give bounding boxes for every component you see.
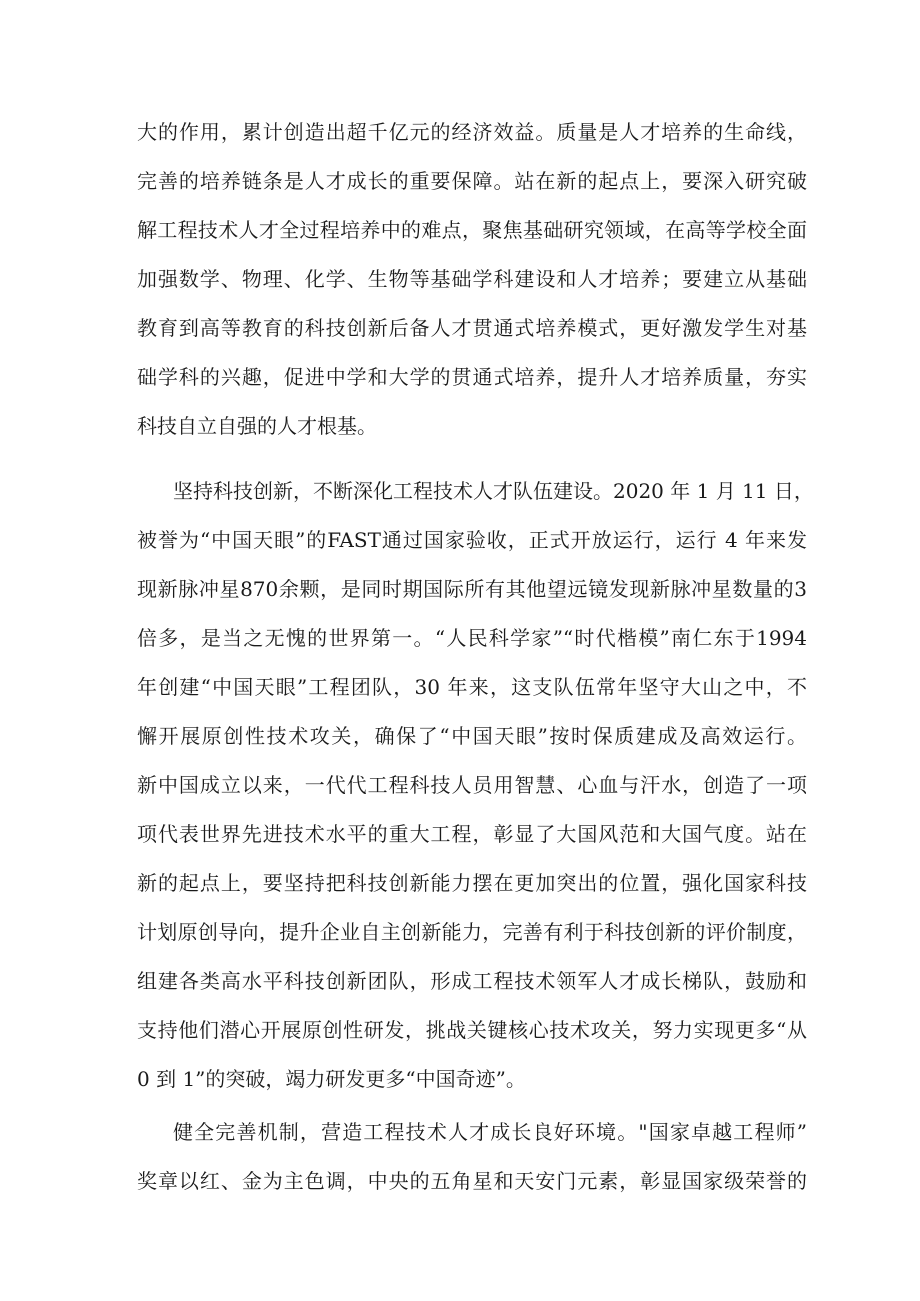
paragraph-1-line-7: 科技自立自强的人才根基。 <box>137 414 377 438</box>
paragraph-1-line-6: 础学科的兴趣，促进中学和大学的贯通式培养，提升人才培养质量，夯实 <box>137 365 807 389</box>
paragraph-2-line-12: 支持他们潜心开展原创性研发，挑战关键核心技术攻关，努力实现更多“从 <box>137 1018 807 1042</box>
paragraph-3-line-1: 健全完善机制，营造工程技术人才成长良好环境。"国家卓越工程师” <box>173 1120 807 1144</box>
paragraph-2-line-4: 倍多，是当之无愧的世界第一。“人民科学家”“时代楷模”南仁东于1994 <box>137 626 807 650</box>
paragraph-1-line-5: 教育到高等教育的科技创新后备人才贯通式培养模式，更好激发学生对基 <box>137 316 807 340</box>
paragraph-2-line-11: 组建各类高水平科技创新团队，形成工程技术领军人才成长梯队，鼓励和 <box>137 969 807 993</box>
paragraph-2-line-7: 新中国成立以来，一代代工程科技人员用智慧、心血与汗水，创造了一项 <box>137 773 807 797</box>
paragraph-1-line-1: 大的作用，累计创造出超千亿元的经济效益。质量是人才培养的生命线， <box>137 120 807 144</box>
paragraph-2-line-2: 被誉为“中国天眼”的FAST通过国家验收，正式开放运行，运行 4 年来发 <box>137 528 807 552</box>
paragraph-2-line-9: 新的起点上，要坚持把科技创新能力摆在更加突出的位置，强化国家科技 <box>137 871 807 895</box>
paragraph-2-line-13: 0 到 1”的突破，竭力研发更多“中国奇迹”。 <box>137 1067 526 1091</box>
paragraph-1-line-4: 加强数学、物理、化学、生物等基础学科建设和人才培养；要建立从基础 <box>137 267 807 291</box>
paragraph-2-line-5: 年创建“中国天眼”工程团队，30 年来，这支队伍常年坚守大山之中，不 <box>137 675 807 699</box>
paragraph-1-line-2: 完善的培养链条是人才成长的重要保障。站在新的起点上，要深入研究破 <box>137 169 807 193</box>
paragraph-2-line-8: 项代表世界先进技术水平的重大工程，彰显了大国风范和大国气度。站在 <box>137 822 807 846</box>
paragraph-2-line-10: 计划原创导向，提升企业自主创新能力，完善有利于科技创新的评价制度， <box>137 920 807 944</box>
paragraph-3-line-2: 奖章以红、金为主色调，中央的五角星和天安门元素，彰显国家级荣誉的 <box>137 1169 807 1193</box>
paragraph-1-line-3: 解工程技术人才全过程培养中的难点，聚焦基础研究领域，在高等学校全面 <box>137 218 807 242</box>
paragraph-2-line-6: 懈开展原创性技术攻关，确保了“中国天眼”按时保质建成及高效运行。 <box>137 724 807 748</box>
paragraph-2-line-3: 现新脉冲星870余颗，是同时期国际所有其他望远镜发现新脉冲星数量的3 <box>137 577 807 601</box>
paragraph-2-line-1: 坚持科技创新，不断深化工程技术人才队伍建设。2020 年 1 月 11 日， <box>173 479 814 503</box>
